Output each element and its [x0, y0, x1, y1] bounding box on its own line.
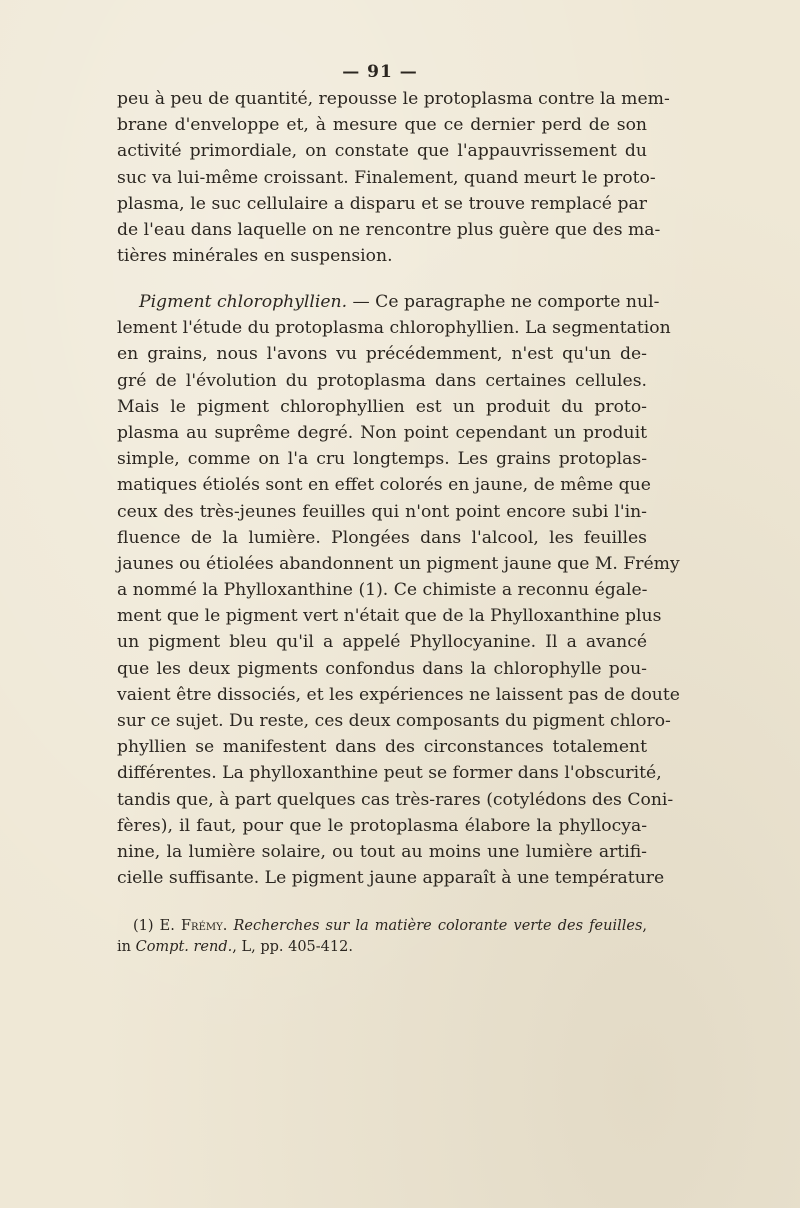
text-line: cielle suffisante. Le pigment jaune apparaît à une température [117, 868, 665, 889]
text-line: activité primordiale, on constate que l'appauvrissement du [117, 141, 647, 162]
text-line: gré de l'évolution du protoplasma dans certaines cellules. [117, 370, 647, 391]
footnote-line-1 [117, 916, 647, 937]
text-line: fluence de la lumière. Plongées dans l'alcool, les feuilles [117, 527, 647, 548]
footnote-reference: , L, pp. 405-412. [232, 939, 353, 955]
text-line: ceux des très-jeunes feuilles qui n'ont point encore subi l'in- [117, 501, 647, 522]
footnote-line-2 [117, 937, 647, 958]
footnote-marker: (1) [133, 918, 154, 934]
footnote-prefix: in [117, 939, 136, 955]
text-line: tières minérales en suspension. [117, 246, 393, 267]
text-line: que les deux pigments confondus dans la chlorophylle pou- [117, 658, 647, 679]
text-line: fères), il faut, pour que le protoplasma élabore la phyllocya- [117, 815, 647, 836]
text-line-first [117, 289, 660, 315]
text-line: simple, comme on l'a cru longtemps. Les grains protoplas- [117, 449, 647, 470]
text-line: différentes. La phylloxanthine peut se former dans l'obscurité, [117, 763, 662, 784]
text-line: de l'eau dans laquelle on ne rencontre plus guère que des ma- [117, 219, 661, 240]
footnote-separator: , [642, 918, 648, 934]
text-line: nine, la lumière solaire, ou tout au moins une lumière artifi- [117, 841, 647, 862]
text-line: suc va lui-même croissant. Finalement, quand meurt le proto- [117, 167, 656, 188]
page-number: — 91 — [342, 62, 418, 82]
text-line: ment que le pigment vert n'était que de la Phylloxanthine plus [117, 606, 662, 627]
footnote-title: Recherches sur la matière colorante verte des feuilles [233, 918, 643, 934]
paragraph-1 [117, 86, 670, 269]
text-line: tandis que, à part quelques cas très-rares (cotylédons des Coni- [117, 789, 674, 810]
text-line: vaient être dissociés, et les expériences ne laissent pas de doute [117, 684, 680, 705]
text-line: jaunes ou étiolées abandonnent un pigment jaune que M. Frémy [117, 553, 680, 574]
text-run: — Ce paragraphe ne comporte nul- [347, 292, 660, 312]
footnote-journal: Compt. rend. [135, 939, 233, 955]
text-line: matiques étiolés sont en effet colorés en jaune, de même que [117, 475, 651, 496]
text-line: sur ce sujet. Du reste, ces deux composants du pigment chloro- [117, 711, 671, 731]
text-line: a nommé la Phylloxanthine (1). Ce chimiste a reconnu égale- [117, 580, 648, 601]
footnote [117, 916, 647, 958]
paragraph-2 [117, 289, 680, 891]
text-line: brane d'enveloppe et, à mesure que ce dernier perd de son [117, 115, 647, 136]
footnote-author: Frémy [181, 918, 223, 934]
footnote-separator: . [222, 918, 234, 934]
text-line: plasma au suprême degré. Non point cependant un produit [117, 422, 647, 443]
text-line: phyllien se manifestent dans des circonstances totalement [117, 737, 647, 758]
text-line: en grains, nous l'avons vu précédemment, n'est qu'un de- [117, 344, 647, 365]
text-line: plasma, le suc cellulaire a disparu et se trouve remplacé par [117, 193, 647, 214]
section-heading: Pigment chlorophyllien. [139, 292, 348, 312]
footnote-initial: E. [159, 918, 181, 934]
text-line: lement l'étude du protoplasma chlorophyllien. La segmentation [117, 318, 671, 339]
text-line: un pigment bleu qu'il a appelé Phyllocyanine. Il a avancé [117, 632, 647, 653]
text-line: peu à peu de quantité, repousse le protoplasma contre la mem- [117, 89, 670, 109]
text-line: Mais le pigment chlorophyllien est un produit du proto- [117, 396, 647, 417]
